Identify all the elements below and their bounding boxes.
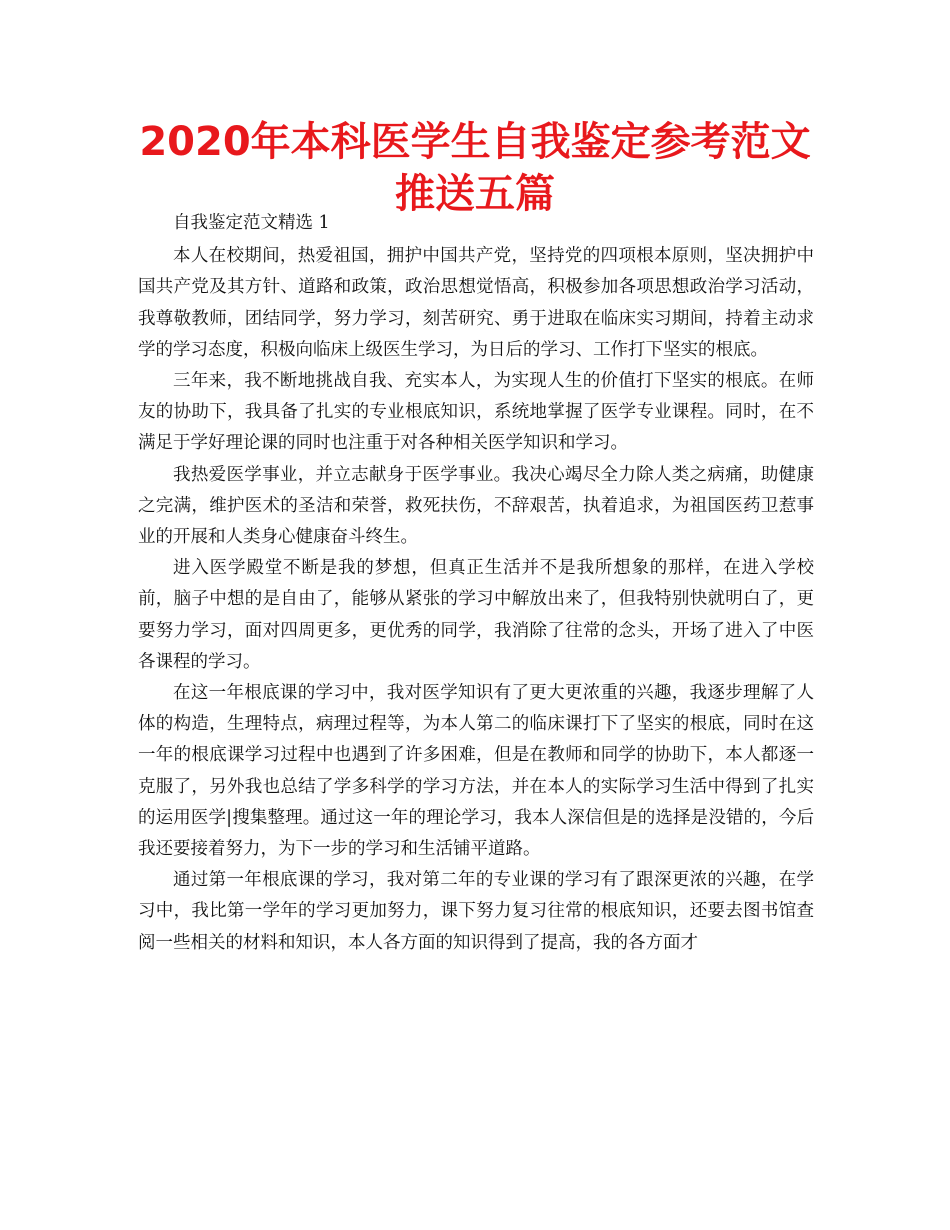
section-subheading: 自我鉴定范文精选 1 — [173, 213, 330, 233]
paragraph-5: 在这一年根底课的学习中，我对医学知识有了更大更浓重的兴趣，我逐步理解了人体的构造，生理特点，病理过程等，为本人第二的临床课打下了坚实的根底，同时在这一年的根底课学习过程中也遇到了许多困难，但是在教师和同学的协助下，本人都逐一克服了，另外我也总结了学多科学的学习方法，并在本人的实际学习生活中得到了扎实的运用医学|搜集整理。通过这一年的理论学习，我本人深信但是的选择是没错的，今后我还要接着努力，为下一步的学习和生活铺平道路。 — [138, 683, 814, 860]
paragraph-4: 进入医学殿堂不断是我的梦想，但真正生活并不是我所想象的那样，在进入学校前，脑子中想的是自由了，能够从紧张的学习中解放出来了，但我特别快就明白了，更要努力学习，面对四周更多，更优秀的同学，我消除了往常的念头，开场了进入了中医各课程的学习。 — [138, 558, 814, 672]
paragraph-1: 本人在校期间，热爱祖国，拥护中国共产党，坚持党的四项根本原则，坚决拥护中国共产党及其方针、道路和政策，政治思想觉悟高，积极参加各项思想政治学习活动，我尊敬教师，团结同学，努力学习，刻苦研究、勇于进取在临床实习期间，持着主动求学的学习态度，积极向临床上级医生学习，为日后的学习、工作打下坚实的根底。 — [138, 246, 814, 360]
document-title: 2020年本科医学生自我鉴定参考范文推送五篇 — [139, 119, 811, 217]
paragraph-3: 我热爱医学事业，并立志献身于医学事业。我决心竭尽全力除人类之病痛，助健康之完满，维护医术的圣洁和荣誉，救死扶伤，不辞艰苦，执着追求，为祖国医药卫惹事业的开展和人类身心健康奋斗终生。 — [138, 464, 814, 548]
paragraph-2: 三年来，我不断地挑战自我、充实本人，为实现人生的价值打下坚实的根底。在师友的协助下，我具备了扎实的专业根底知识，系统地掌握了医学专业课程。同时，在不满足于学好理论课的同时也注重于对各种相关医学知识和学习。 — [138, 371, 814, 454]
document-body — [138, 208, 814, 959]
paragraph-6: 通过第一年根底课的学习，我对第二年的专业课的学习有了跟深更浓的兴趣，在学习中，我比第一学年的学习更加努力，课下努力复习往常的根底知识，还要去图书馆查阅一些相关的材料和知识，本人各方面的知识得到了提高，我的各方面才 — [138, 870, 814, 953]
